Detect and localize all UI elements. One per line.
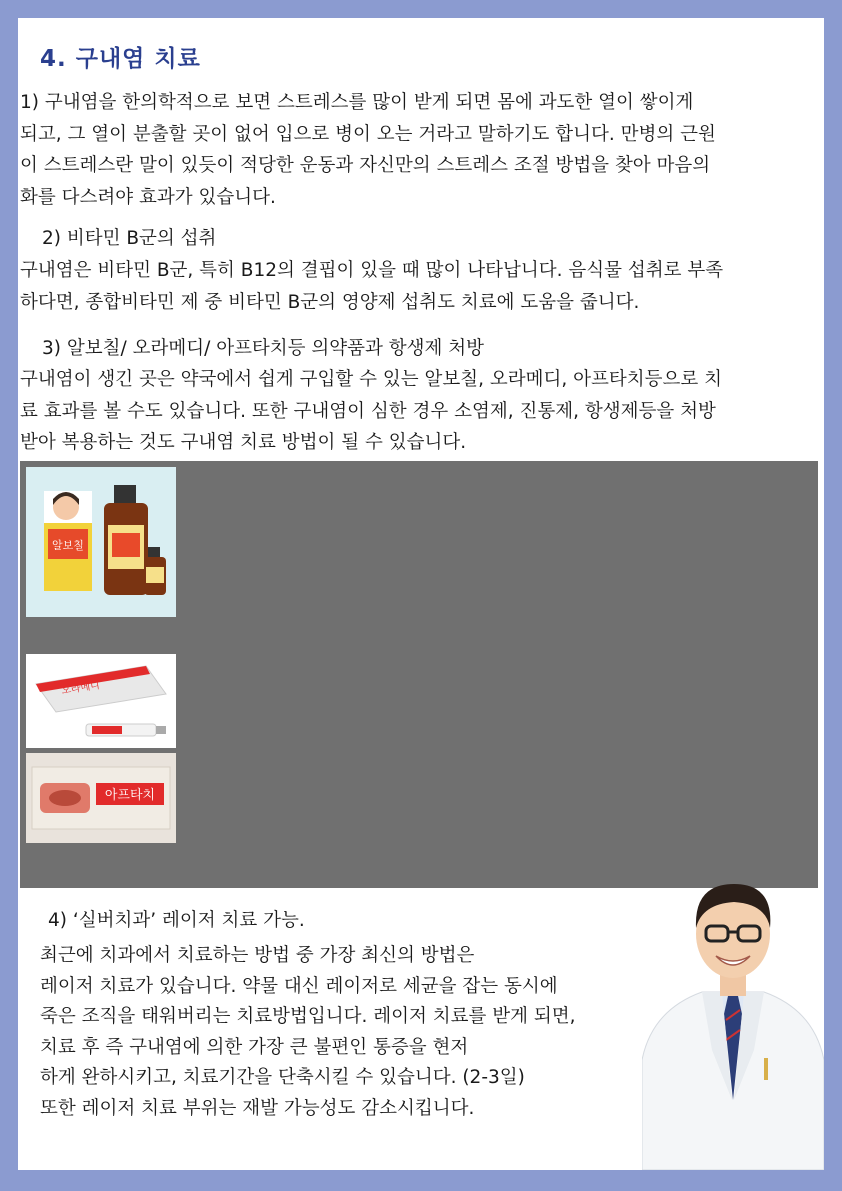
oramedi-product-image <box>26 654 176 748</box>
section-4-heading: 4) ‘실버치과’ 레이저 치료 가능. <box>48 910 305 931</box>
text-line: 화를 다스려야 효과가 있습니다. <box>20 186 276 208</box>
text-line: 죽은 조직을 태워버리는 치료방법입니다. 레이저 치료를 받게 되면, <box>40 1006 576 1027</box>
text-line: 되고, 그 열이 분출할 곳이 없어 입으로 병이 오는 거라고 말하기도 합니다. 만병의 근원 <box>20 123 716 145</box>
aftach-box-text: 아프타치 <box>104 788 156 803</box>
text-line: 하게 완하시키고, 치료기간을 단축시킬 수 있습니다. (2-3일) <box>40 1067 525 1088</box>
text-line: 구내염이 생긴 곳은 약국에서 쉽게 구입할 수 있는 알보칠, 오라메디, 아프타치등으로 치 <box>20 369 722 390</box>
oramedi-box-text: 오라메디 <box>60 680 101 697</box>
ointment-tube-icon <box>26 654 176 748</box>
text-line: 이 스트레스란 말이 있듯이 적당한 운동과 자신만의 스트레스 조절 방법을 찾아 마음의 <box>20 155 711 176</box>
text-line: 또한 레이저 치료 부위는 재발 가능성도 감소시킵니다. <box>40 1097 475 1119</box>
patch-box-icon <box>26 753 176 843</box>
section-2-paragraph <box>20 255 824 318</box>
section-2-heading: 2) 비타민 B군의 섭취 <box>42 228 217 249</box>
page <box>18 18 824 1170</box>
text-line: 받아 복용하는 것도 구내염 치료 방법이 될 수 있습니다. <box>20 432 467 453</box>
section-1-paragraph <box>20 87 824 213</box>
albochil-box-text: 알보칠 <box>52 539 84 552</box>
section-3-paragraph <box>20 364 824 459</box>
albochil-product-image <box>26 467 176 617</box>
text-line: 1) 구내염을 한의학적으로 보면 스트레스를 많이 받게 되면 몸에 과도한 열이 쌓이게 <box>20 92 694 113</box>
text-line: 구내염은 비타민 B군, 특히 B12의 결핍이 있을 때 많이 나타납니다. 음식물 섭취로 부족 <box>20 260 724 281</box>
text-line: 치료 후 즉 구내염에 의한 가장 큰 불편인 통증을 현저 <box>40 1036 469 1058</box>
doctor-portrait-icon <box>642 870 824 1170</box>
text-line: 최근에 치과에서 치료하는 방법 중 가장 최신의 방법은 <box>40 945 475 966</box>
text-line: 레이저 치료가 있습니다. 약물 대신 레이저로 세균을 잡는 동시에 <box>40 975 558 997</box>
oramedi-box <box>20 650 818 888</box>
text-line: 하다면, 종합비타민 제 중 비타민 B군의 영양제 섭취도 치료에 도움을 줍니다. <box>20 291 640 313</box>
albochil-box <box>20 461 818 663</box>
section-3-heading: 3) 알보칠/ 오라메디/ 아프타치등 의약품과 항생제 처방 <box>42 338 485 359</box>
text-line: 료 효과를 볼 수도 있습니다. 또한 구내염이 심한 경우 소염제, 진통제, 항생제등을 처방 <box>20 400 716 422</box>
aftach-product-image <box>26 753 176 843</box>
medicine-bottle-icon <box>26 467 176 617</box>
page-title: 4. 구내염 치료 <box>40 46 201 72</box>
section-4-paragraph <box>40 941 660 1124</box>
